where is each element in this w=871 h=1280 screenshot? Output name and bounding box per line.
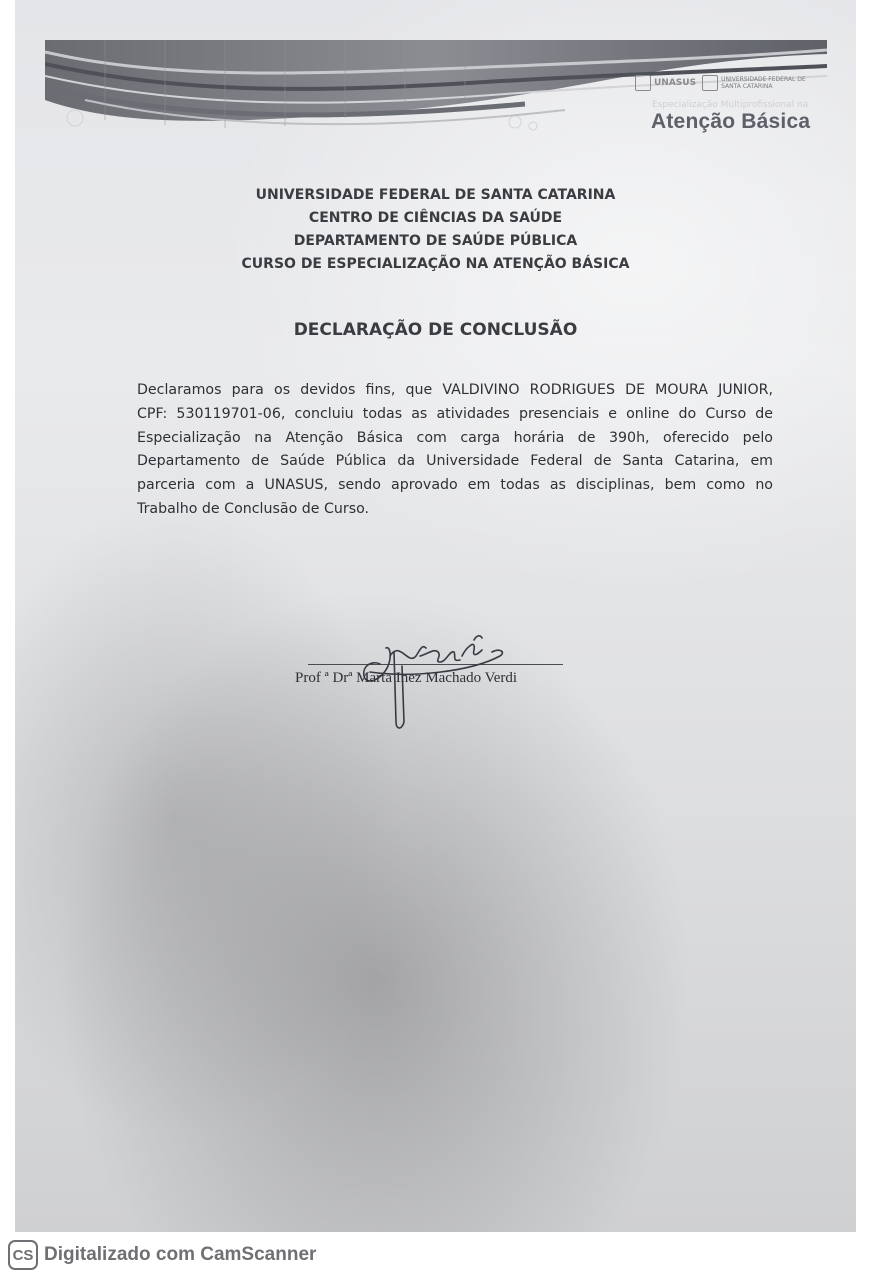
document-page <box>15 0 856 1232</box>
department-name: DEPARTAMENTO DE SAÚDE PÚBLICA <box>293 233 578 249</box>
document-title: DECLARAÇÃO DE CONCLUSÃO <box>293 320 578 340</box>
institution-header <box>15 184 856 276</box>
body-line: Especialização na Atenção Básica com carga horária de 390h, oferecido pelo <box>137 429 773 446</box>
body-line: CPF: 530119701-06, concluiu todas as atividades presenciais e online do Curso de <box>137 405 773 422</box>
ufsc-logo: UNIVERSIDADE FEDERAL DE SANTA CATARINA <box>702 75 809 91</box>
body-line: Declaramos para os devidos fins, que VALDIVINO RODRIGUES DE MOURA JUNIOR, <box>137 382 773 398</box>
center-name: CENTRO DE CIÊNCIAS DA SAÚDE <box>308 210 563 226</box>
body-line: parceria com a UNASUS, sendo aprovado em todas as disciplinas, bem como no <box>137 477 773 494</box>
scanner-watermark <box>8 1240 316 1270</box>
declaration-body <box>137 379 773 522</box>
scanner-watermark-text: Digitalizado com CamScanner <box>44 1244 317 1265</box>
camscanner-logo-icon: CS <box>8 1240 38 1270</box>
partner-logos <box>635 72 835 94</box>
body-line: Departamento de Saúde Pública da Universidade Federal de Santa Catarina, em <box>137 453 773 470</box>
signer-name: Prof ª Drª Marta Inez Machado Verdi <box>295 670 518 686</box>
program-name: Atenção Básica <box>651 110 811 133</box>
program-subtitle: Especialização Multiprofissional na <box>652 100 809 110</box>
unasus-mark-icon <box>635 75 651 91</box>
ufsc-crest-icon <box>702 75 718 91</box>
course-name: CURSO DE ESPECIALIZAÇÃO NA ATENÇÃO BÁSICA <box>241 256 630 272</box>
university-name: UNIVERSIDADE FEDERAL DE SANTA CATARINA <box>255 187 616 203</box>
unasus-logo: UNASUS <box>635 75 696 91</box>
body-line: Trabalho de Conclusão de Curso. <box>137 500 370 517</box>
